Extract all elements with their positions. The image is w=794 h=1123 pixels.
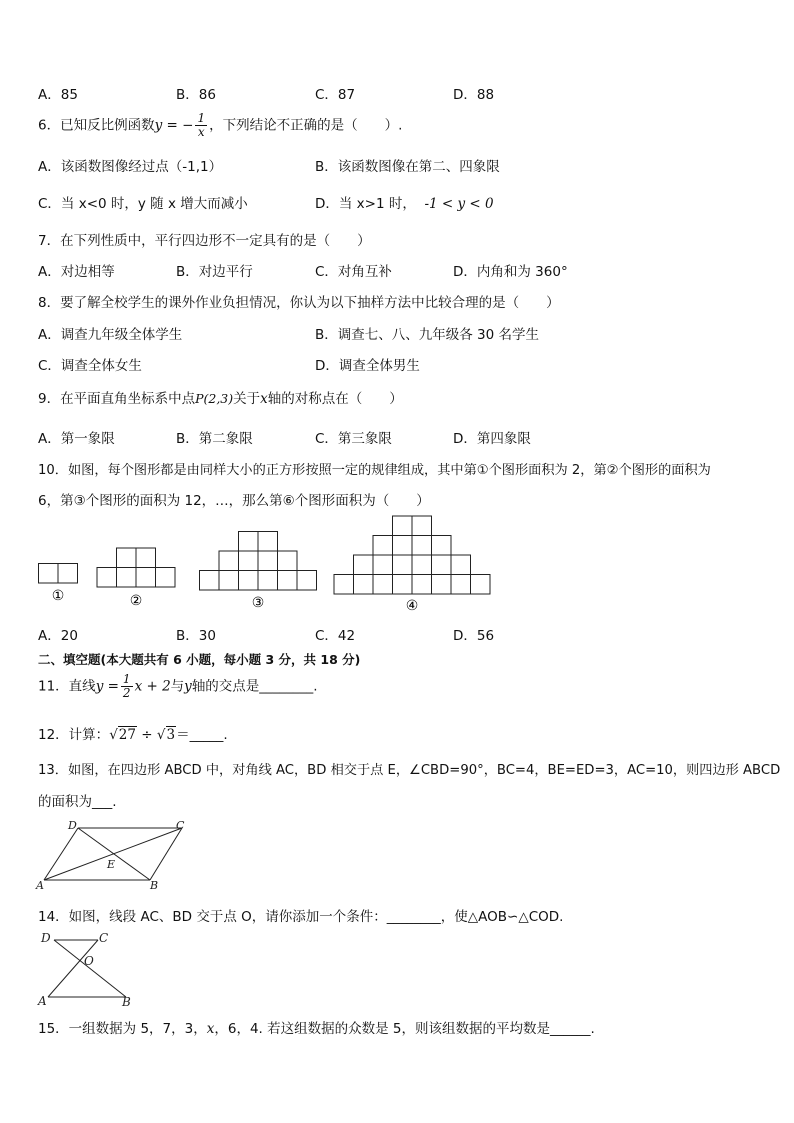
q11-prefix: 11．直线 (38, 678, 96, 695)
q6-option-d (315, 192, 494, 212)
q10-fig3-square (258, 571, 278, 591)
q10-fig2-square (117, 548, 137, 568)
q10-fig4-square (373, 536, 393, 556)
q11-var: y (184, 678, 192, 695)
q6-frac-den: x (197, 125, 205, 139)
q11-rhs: x + 2 (134, 678, 171, 695)
q6-option-d-math: -1 < y < 0 (424, 196, 494, 212)
q9-middle: 关于 (233, 391, 261, 407)
q11-frac-num: 1 (122, 672, 131, 686)
q13-question-line2: 的面积为___. (38, 794, 117, 810)
q14-figure (36, 928, 156, 1008)
q10-fig3-square (219, 571, 239, 591)
q10-fig2-square (97, 568, 117, 588)
q10-fig4-square (432, 536, 452, 556)
q14-label-b: B (122, 995, 131, 1009)
q9-option-b: B．第二象限 (176, 431, 253, 447)
q12-question (38, 723, 228, 743)
q10-fig4-square (412, 536, 432, 556)
q10-figure-label-3: ③ (251, 595, 265, 611)
q14-label-d: D (41, 931, 51, 945)
q6-option-a: A．该函数图像经过点（-1,1） (38, 159, 223, 175)
q8-option-c: C．调查全体女生 (38, 358, 142, 374)
q10-fig3-square (200, 571, 220, 591)
q14-label-a: A (38, 994, 47, 1008)
q10-squares (39, 516, 491, 594)
q6-option-b: B．该函数图像在第二、四象限 (315, 159, 500, 175)
q10-question-line2: 6，第③个图形的面积为 12，…，那么第⑥个图形面积为（ ） (38, 493, 430, 509)
q13-label-c: C (176, 819, 185, 832)
q10-fig4-square (412, 575, 432, 595)
q10-fig3-square (258, 551, 278, 571)
q8-question: 8．要了解全校学生的课外作业负担情况，你认为以下抽样方法中比较合理的是（ ） (38, 295, 560, 311)
q9-prefix: 9．在平面直角坐标系中点 (38, 391, 196, 407)
q11-fraction (121, 673, 133, 700)
q15-prefix: 15．一组数据为 5，7，3， (38, 1021, 207, 1037)
q11-question (38, 673, 318, 700)
q12-suffix: ＝_____. (176, 727, 228, 743)
q10-fig4-square (432, 555, 452, 575)
q8-option-b: B．调查七、八、九年级各 30 名学生 (315, 327, 540, 343)
q10-fig4-square (432, 575, 452, 595)
q10-fig4-square (393, 516, 413, 536)
q6-fraction (195, 112, 207, 139)
q10-figure-label-4: ④ (405, 598, 419, 614)
q10-fig4-square (412, 555, 432, 575)
q10-figures (0, 510, 794, 614)
q7-question: 7．在下列性质中，平行四边形不一定具有的是（ ） (38, 233, 371, 249)
q10-fig1-square (58, 564, 78, 584)
q8-option-a: A．调查九年级全体学生 (38, 327, 183, 343)
q9-option-c: C．第三象限 (315, 431, 392, 447)
q7-option-b: B．对边平行 (176, 264, 253, 280)
q6-func-lhs: y = − (154, 117, 194, 134)
q14-question: 14．如图，线段 AC、BD 交于点 O，请你添加一个条件：________，使△AOB∽△COD. (38, 909, 564, 925)
q10-fig3-square (258, 532, 278, 552)
q10-fig4-square (393, 536, 413, 556)
q11-middle: 与 (170, 678, 185, 695)
q12-sqrt-3: √3 (156, 727, 176, 743)
q11-suffix: 轴的交点是________. (191, 678, 318, 695)
q13-side-da (44, 828, 78, 880)
q11-lhs: y = (95, 678, 119, 695)
q10-fig3-square (239, 571, 259, 591)
q13-label-e: E (107, 858, 116, 871)
q12-rad1: 27 (118, 727, 136, 743)
q13-label-b: B (150, 879, 159, 892)
q10-fig3-square (278, 571, 298, 591)
q9-point: P(2,3) (195, 391, 234, 406)
q7-option-d: D．内角和为 360° (453, 264, 568, 280)
q15-suffix: ，6，4. 若这组数据的众数是 5，则该组数据的平均数是______. (214, 1021, 595, 1037)
q5-option-b: B．86 (176, 87, 216, 103)
q15-question (38, 1017, 595, 1037)
q10-option-b: B．30 (176, 628, 216, 644)
q10-option-c: C．42 (315, 628, 356, 644)
q10-option-d: D．56 (453, 628, 495, 644)
q10-fig2-square (156, 568, 176, 588)
q10-fig3-square (239, 551, 259, 571)
q6-option-c: C．当 x<0 时，y 随 x 增大而减小 (38, 196, 248, 212)
section2-title: 二、填空题(本大题共有 6 小题，每小题 3 分，共 18 分) (38, 652, 361, 667)
q6-suffix: ，下列结论不正确的是（ ）. (209, 117, 403, 134)
q7-option-c: C．对角互补 (315, 264, 392, 280)
q10-fig3-square (219, 551, 239, 571)
q6-question (38, 112, 402, 139)
q5-option-d: D．88 (453, 87, 495, 103)
q6-prefix: 6．已知反比例函数 (38, 117, 155, 134)
q5-option-a: A．85 (38, 87, 78, 103)
q13-question-line1: 13．如图，在四边形 ABCD 中，对角线 AC，BD 相交于点 E，∠CBD=90°，BC=4，BE=ED=3，AC=10，则四边形 ABCD (38, 763, 781, 778)
q13-diagonal-bd (78, 828, 150, 880)
q10-fig3-square (239, 532, 259, 552)
q10-fig4-square (451, 555, 471, 575)
q10-fig4-square (354, 575, 374, 595)
q13-diagonal-ac (44, 828, 182, 880)
q10-figure-label-1: ① (51, 588, 65, 604)
q13-label-a: A (36, 879, 44, 892)
q9-option-a: A．第一象限 (38, 431, 115, 447)
q9-question (38, 387, 403, 407)
q9-option-d: D．第四象限 (453, 431, 531, 447)
q10-figure-label-2: ② (129, 593, 143, 609)
q6-frac-num: 1 (197, 111, 206, 125)
q10-fig3-square (297, 571, 317, 591)
q11-frac-den: 2 (122, 686, 131, 700)
q12-op: ÷ (136, 727, 157, 743)
q14-label-c: C (99, 931, 109, 945)
q10-fig4-square (451, 575, 471, 595)
q10-fig4-square (393, 575, 413, 595)
q13-side-bc (150, 828, 182, 880)
q8-option-d: D．调查全体男生 (315, 358, 420, 374)
q10-question-line1: 10．如图，每个图形都是由同样大小的正方形按照一定的规律组成，其中第①个图形面积为 2，第②个图形的面积为 (38, 463, 711, 478)
q7-option-a: A．对边相等 (38, 264, 115, 280)
q13-label-d: D (68, 819, 77, 832)
q14-label-o: O (84, 954, 94, 968)
q10-fig4-square (354, 555, 374, 575)
q10-fig4-square (412, 516, 432, 536)
q9-axis: x (260, 391, 268, 407)
q10-fig2-square (136, 548, 156, 568)
q15-var: x (206, 1021, 215, 1037)
q10-fig4-square (373, 575, 393, 595)
q10-fig3-square (278, 551, 298, 571)
q13-figure (36, 818, 216, 893)
q10-fig4-square (373, 555, 393, 575)
q10-fig1-square (39, 564, 59, 584)
q12-prefix: 12．计算： (38, 727, 110, 743)
q5-option-c: C．87 (315, 87, 356, 103)
q10-fig4-square (334, 575, 354, 595)
q6-option-d-label: D．当 x>1 时， (315, 196, 416, 212)
q10-option-a: A．20 (38, 628, 78, 644)
q12-rad2: 3 (166, 727, 176, 743)
q9-suffix: 轴的对称点在（ ） (267, 391, 403, 407)
q10-fig2-square (136, 568, 156, 588)
q12-sqrt-27: √27 (109, 727, 136, 743)
q10-fig4-square (393, 555, 413, 575)
q10-fig2-square (117, 568, 137, 588)
q10-fig4-square (471, 575, 491, 595)
